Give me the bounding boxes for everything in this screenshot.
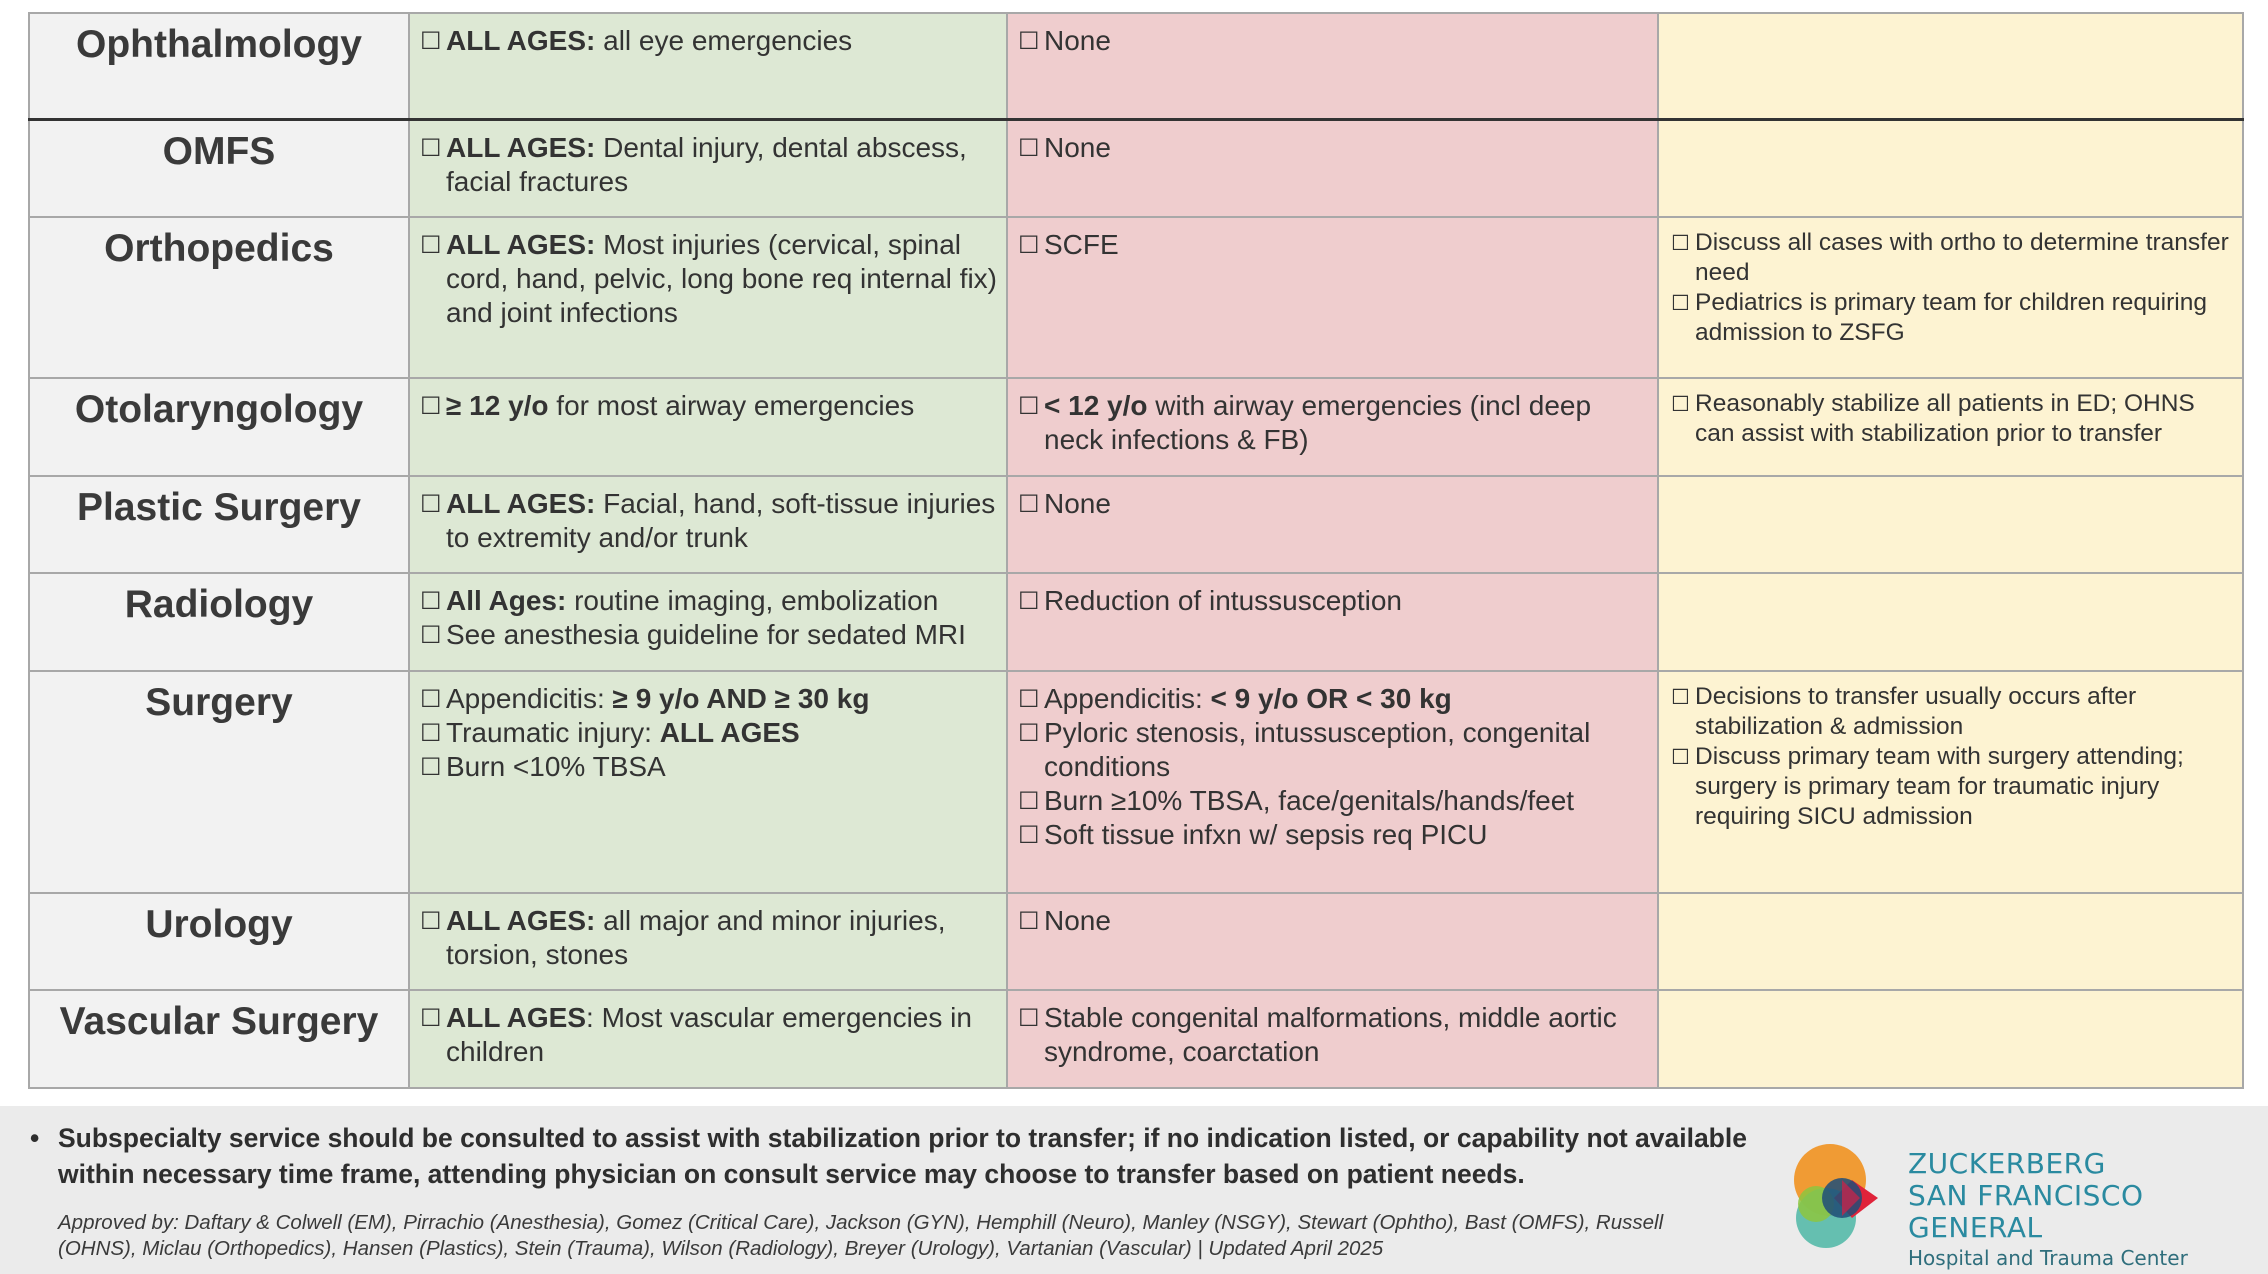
yellow-item <box>1671 389 2234 449</box>
item-text: Facial, hand, soft-tissue injuries to extremity and/or trunk <box>446 487 996 553</box>
green-cell <box>409 671 1007 893</box>
yellow-cell-content <box>1659 121 2242 131</box>
bold-text: < 12 y/o <box>1044 390 1148 422</box>
zsfg-logo-icon <box>1786 1138 1896 1253</box>
item-text: Pediatrics is primary team for children requiring admission to ZSFG <box>1695 289 2207 347</box>
item-text: routine imaging, embolization <box>566 585 939 617</box>
green-cell-content <box>410 14 1006 58</box>
green-cell-content <box>410 379 1006 423</box>
bold-text: ALL AGES: <box>446 131 596 163</box>
green-item <box>420 389 998 423</box>
red-cell-content <box>1008 477 1657 521</box>
item-text: Pyloric stenosis, intussusception, congenital conditions <box>1044 716 1591 782</box>
bold-text: ALL AGES <box>446 1002 587 1034</box>
item-text: with airway emergencies (incl deep neck infections & FB) <box>1044 390 1592 456</box>
checkbox-icon: ☐ <box>1018 820 1040 849</box>
item-text: SCFE <box>1044 229 1119 261</box>
table-row <box>29 476 2243 574</box>
red-cell <box>1007 119 1658 217</box>
bold-text: ALL AGES: <box>446 25 596 56</box>
table-row <box>29 893 2243 991</box>
item-text: None <box>1044 25 1111 56</box>
service-name-otolaryngology: Otolaryngology <box>29 378 409 476</box>
red-item <box>1018 131 1649 165</box>
red-cell <box>1007 217 1658 378</box>
green-cell <box>409 217 1007 378</box>
yellow-cell <box>1658 119 2243 217</box>
green-cell-content <box>410 991 1006 1069</box>
red-cell <box>1007 573 1658 671</box>
green-cell <box>409 476 1007 574</box>
yellow-cell <box>1658 990 2243 1088</box>
red-item <box>1018 1001 1649 1069</box>
green-cell <box>409 573 1007 671</box>
footer-note <box>30 1120 1750 1192</box>
item-text: None <box>1044 487 1111 519</box>
green-cell <box>409 893 1007 991</box>
transfer-guideline-table <box>28 12 2244 1089</box>
logo-line-2: SAN FRANCISCO GENERAL <box>1908 1179 2144 1244</box>
green-cell <box>409 378 1007 476</box>
red-item <box>1018 904 1649 938</box>
checkbox-icon: ☐ <box>1018 133 1040 162</box>
red-item <box>1018 682 1649 716</box>
green-cell <box>409 119 1007 217</box>
checkbox-icon: ☐ <box>1018 489 1040 518</box>
table-row <box>29 378 2243 476</box>
red-item <box>1018 487 1649 521</box>
footer-note-text: Subspecialty service should be consulted to assist with stabilization prior to transfer; if no indication listed, or capability not available within necessary time frame, attending physician on consult service may choose to transfer based on patient needs. <box>58 1123 1747 1189</box>
red-cell <box>1007 378 1658 476</box>
item-text: Burn ≥10% TBSA, face/genitals/hands/feet <box>1044 784 1575 816</box>
checkbox-icon: ☐ <box>1671 684 1690 709</box>
red-cell-content <box>1008 121 1657 165</box>
yellow-cell-content <box>1659 379 2242 449</box>
red-cell <box>1007 893 1658 991</box>
yellow-cell <box>1658 13 2243 119</box>
item-text: Most injuries (cervical, spinal cord, hand, pelvic, long bone req internal fix) and joint infections <box>446 229 997 329</box>
item-text: Reduction of intussusception <box>1044 585 1402 617</box>
checkbox-icon: ☐ <box>420 27 442 55</box>
checkbox-icon: ☐ <box>1018 906 1040 935</box>
yellow-cell <box>1658 476 2243 574</box>
logo-text <box>1908 1148 2268 1272</box>
checkbox-icon: ☐ <box>1671 744 1690 769</box>
item-text: : Most vascular emergencies in children <box>446 1002 972 1068</box>
checkbox-icon: ☐ <box>1018 1004 1040 1033</box>
green-item <box>420 24 998 58</box>
red-item <box>1018 584 1649 618</box>
yellow-cell <box>1658 573 2243 671</box>
checkbox-icon: ☐ <box>420 231 442 260</box>
green-item <box>420 487 998 555</box>
yellow-cell-content <box>1659 991 2242 1001</box>
bold-text: All Ages: <box>446 585 567 617</box>
green-item <box>420 904 998 972</box>
green-item <box>420 131 998 199</box>
checkbox-icon: ☐ <box>1018 786 1040 815</box>
red-cell <box>1007 476 1658 574</box>
red-item <box>1018 716 1649 784</box>
item-text: Soft tissue infxn w/ sepsis req PICU <box>1044 818 1488 850</box>
logo-line-3: Hospital and Trauma Center <box>1908 1246 2188 1270</box>
checkbox-icon: ☐ <box>420 621 442 650</box>
green-item <box>420 228 998 330</box>
checkbox-icon: ☐ <box>1018 718 1040 747</box>
red-item <box>1018 228 1649 262</box>
green-item <box>420 618 998 652</box>
yellow-item <box>1671 288 2234 348</box>
bold-text: ≥ 9 y/o AND ≥ 30 kg <box>612 682 870 714</box>
service-name-urology: Urology <box>29 893 409 991</box>
checkbox-icon: ☐ <box>1671 291 1690 316</box>
green-item <box>420 716 998 750</box>
table-row <box>29 13 2243 119</box>
service-name-radiology: Radiology <box>29 573 409 671</box>
green-cell-content <box>410 894 1006 972</box>
checkbox-icon: ☐ <box>1671 392 1690 417</box>
red-cell-content <box>1008 991 1657 1069</box>
item-text: all major and minor injuries, torsion, stones <box>446 904 946 970</box>
checkbox-icon: ☐ <box>420 684 442 713</box>
service-name-omfs: OMFS <box>29 119 409 217</box>
green-item <box>420 750 998 784</box>
yellow-cell-content <box>1659 14 2242 24</box>
item-text: Appendicitis: <box>1044 682 1211 714</box>
yellow-cell-content <box>1659 894 2242 904</box>
item-text: See anesthesia guideline for sedated MRI <box>446 619 966 651</box>
red-item <box>1018 818 1649 852</box>
red-cell-content <box>1008 218 1657 262</box>
red-cell <box>1007 990 1658 1088</box>
green-cell-content <box>410 218 1006 330</box>
item-text: None <box>1044 131 1111 163</box>
table-row <box>29 671 2243 893</box>
green-item <box>420 682 998 716</box>
green-cell-content <box>410 121 1006 199</box>
table-row <box>29 990 2243 1088</box>
yellow-cell-content <box>1659 477 2242 487</box>
yellow-cell-content <box>1659 574 2242 584</box>
red-cell <box>1007 671 1658 893</box>
checkbox-icon: ☐ <box>420 392 442 421</box>
yellow-cell <box>1658 378 2243 476</box>
red-cell-content <box>1008 894 1657 938</box>
green-cell-content <box>410 672 1006 784</box>
red-cell-content <box>1008 379 1657 457</box>
service-name-plastic-surgery: Plastic Surgery <box>29 476 409 574</box>
yellow-item <box>1671 682 2234 742</box>
bold-text: ALL AGES <box>659 716 800 748</box>
checkbox-icon: ☐ <box>1018 684 1040 713</box>
item-text: Appendicitis: <box>446 682 613 714</box>
checkbox-icon: ☐ <box>1671 231 1690 256</box>
yellow-cell <box>1658 217 2243 378</box>
item-text: Discuss all cases with ortho to determine transfer need <box>1695 229 2229 287</box>
red-item <box>1018 389 1649 457</box>
bullet: • <box>30 1123 40 1153</box>
yellow-cell <box>1658 671 2243 893</box>
red-item <box>1018 24 1649 58</box>
red-cell-content <box>1008 672 1657 852</box>
checkbox-icon: ☐ <box>1018 231 1040 260</box>
logo-line-1: ZUCKERBERG <box>1908 1147 2106 1180</box>
checkbox-icon: ☐ <box>420 1004 442 1033</box>
checkbox-icon: ☐ <box>420 906 442 935</box>
yellow-item <box>1671 742 2234 832</box>
yellow-cell <box>1658 893 2243 991</box>
red-cell-content <box>1008 574 1657 618</box>
checkbox-icon: ☐ <box>1018 392 1040 421</box>
green-cell <box>409 13 1007 119</box>
green-cell-content <box>410 477 1006 555</box>
bold-text: ALL AGES: <box>446 229 596 261</box>
service-name-orthopedics: Orthopedics <box>29 217 409 378</box>
yellow-cell-content <box>1659 672 2242 832</box>
item-text: Decisions to transfer usually occurs after stabilization & admission <box>1695 682 2137 740</box>
item-text: Burn <10% TBSA <box>446 750 666 782</box>
item-text: for most airway emergencies <box>548 390 915 422</box>
bold-text: ≥ 12 y/o <box>446 390 549 422</box>
red-cell-content <box>1008 14 1657 58</box>
bold-text: ALL AGES: <box>446 487 596 519</box>
yellow-cell-content <box>1659 218 2242 348</box>
item-text: Stable congenital malformations, middle aortic syndrome, coarctation <box>1044 1002 1617 1068</box>
table-row <box>29 217 2243 378</box>
service-name-vascular-surgery: Vascular Surgery <box>29 990 409 1088</box>
item-text: Dental injury, dental abscess, facial fractures <box>446 131 967 197</box>
green-cell <box>409 990 1007 1088</box>
service-name-surgery: Surgery <box>29 671 409 893</box>
checkbox-icon: ☐ <box>420 133 442 162</box>
item-text: Reasonably stabilize all patients in ED; OHNS can assist with stabilization prior to transfer <box>1695 390 2195 448</box>
yellow-item <box>1671 228 2234 288</box>
service-name-ophthalmology: Ophthalmology <box>29 13 409 119</box>
item-text: None <box>1044 904 1111 936</box>
green-item <box>420 1001 998 1069</box>
red-item <box>1018 784 1649 818</box>
green-cell-content <box>410 574 1006 652</box>
approved-by: Approved by: Daftary & Colwell (EM), Pirrachio (Anesthesia), Gomez (Critical Care), Jackson (GYN), Hemphill (Neuro), Manley (NSGY), Stewart (Ophtho), Bast (OMFS), Russell (OHNS), Miclau (Orthopedics), Hansen (Plastics), Stein (Trauma), Wilson (Radiology), Breyer (Urology), Vartanian (Vascular) | Updated April 2025 <box>58 1211 1664 1260</box>
table-row <box>29 573 2243 671</box>
checkbox-icon: ☐ <box>1018 27 1040 55</box>
bold-text: ALL AGES: <box>446 904 596 936</box>
red-cell <box>1007 13 1658 119</box>
bold-text: < 9 y/o OR < 30 kg <box>1210 682 1452 714</box>
checkbox-icon: ☐ <box>1018 587 1040 616</box>
table-row <box>29 119 2243 217</box>
item-text: Traumatic injury: <box>446 716 660 748</box>
checkbox-icon: ☐ <box>420 489 442 518</box>
item-text: all eye emergencies <box>595 25 853 56</box>
checkbox-icon: ☐ <box>420 718 442 747</box>
checkbox-icon: ☐ <box>420 752 442 781</box>
item-text: Discuss primary team with surgery attending; surgery is primary team for traumatic injury requiring SICU admission <box>1695 742 2184 830</box>
checkbox-icon: ☐ <box>420 587 442 616</box>
green-item <box>420 584 998 618</box>
